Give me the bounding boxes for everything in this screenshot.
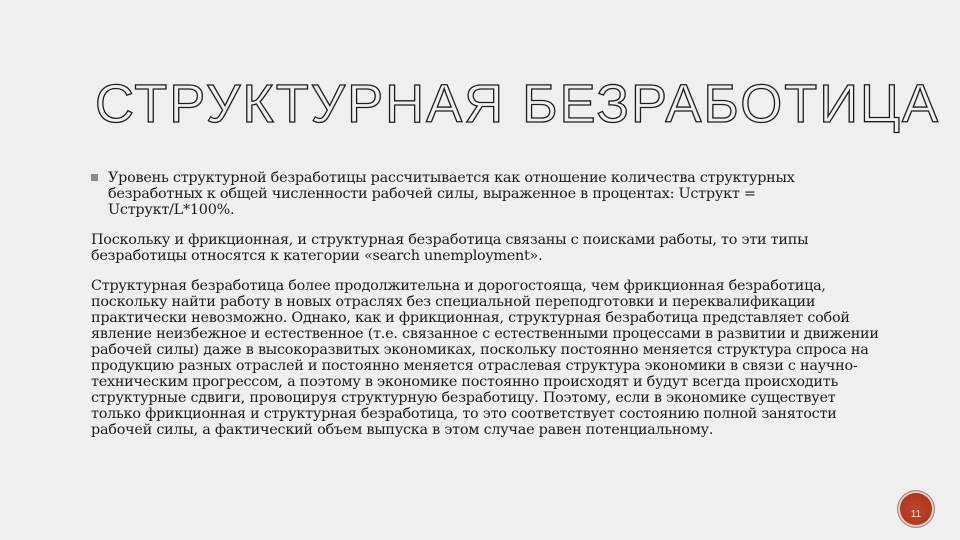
square-bullet-icon (91, 174, 98, 181)
paragraph-search-unemployment: Поскольку и фрикционная, и структурная безработица связаны с поисками работы, то эти типы безработицы относятся к категории «search unemployment». (91, 232, 809, 264)
bullet-item (91, 170, 881, 218)
slide-title: СТРУКТУРНАЯ БЕЗРАБОТИЦА (95, 74, 941, 134)
page-number: 11 (910, 509, 922, 520)
page-number-badge (900, 493, 932, 525)
bullet-text: Уровень структурной безработицы рассчитывается как отношение количества структурных безработных к общей численности рабочей силы, выраженное в процентах: Uструкт = Uструкт/L*100%. (108, 170, 795, 218)
slide-content (91, 170, 881, 452)
paragraph-structural-unemployment: Структурная безработица более продолжительна и дорогостояща, чем фрикционная безработица, поскольку найти работу в новых отраслях без специальной переподготовки и переквалификации практически невозможно. Однако, как и фрикционная, структурная безработица представляет собой явление неизбежное и естественное (т.е. связанное с естественными процессами в развитии и движении рабочей силы) даже в высокоразвитых экономиках, поскольку постоянно меняется структура спроса на продукцию разных отраслей и постоянно меняется отраслевая структура экономики в связи с научно-техническим прогрессом, а поэтому в экономике постоянно происходят и будут всегда происходить структурные сдвиги, провоцируя структурную безработицу. Поэтому, если в экономике существует только фрикционная и структурная безработица, то это соответствует состоянию полной занятости рабочей силы, а фактический объем выпуска в этом случае равен потенциальному. (91, 278, 879, 438)
